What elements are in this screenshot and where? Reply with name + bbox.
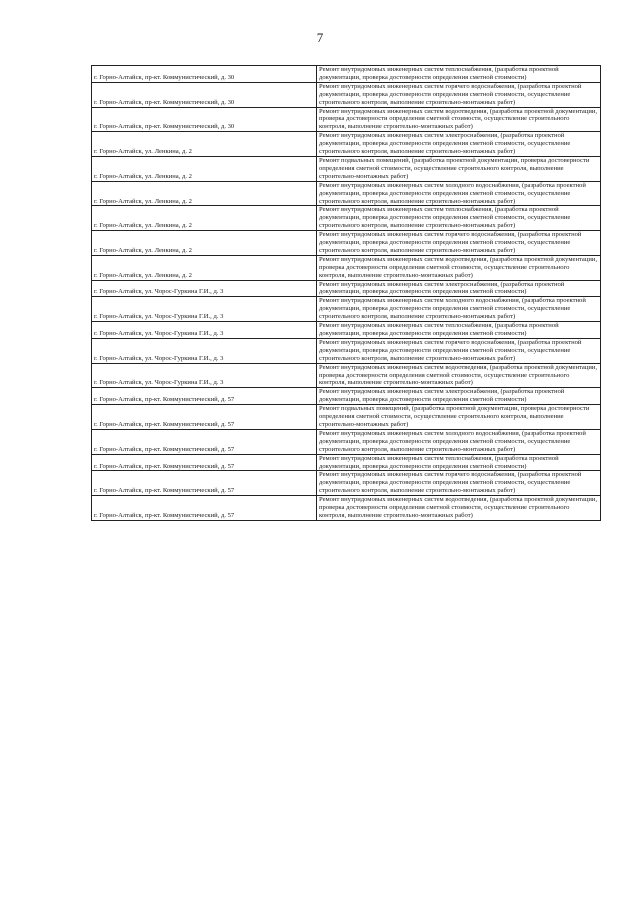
- address-cell: г. Горно-Алтайск, пр-кт. Коммунистический, д. 57: [92, 429, 317, 454]
- table-row: [92, 496, 601, 521]
- table-row: [92, 82, 601, 107]
- table-row: [92, 255, 601, 280]
- work-description-cell: Ремонт внутридомовых инженерных систем электроснабжения, (разработка проектной документации, проверка достоверности определения сметной стоимости, осуществление строительного контроля, выполнение строительно-монтажных работ): [317, 132, 601, 157]
- work-description-cell: Ремонт внутридомовых инженерных систем теплоснабжения, (разработка проектной документации, проверка достоверности определения сметной стоимости): [317, 66, 601, 83]
- address-cell: г. Горно-Алтайск, ул. Ленкина, д. 2: [92, 231, 317, 256]
- works-table: [91, 65, 601, 521]
- address-cell: г. Горно-Алтайск, пр-кт. Коммунистический, д. 57: [92, 388, 317, 405]
- table-row: [92, 181, 601, 206]
- work-description-cell: Ремонт внутридомовых инженерных систем теплоснабжения, (разработка проектной документации, проверка достоверности определения сметной стоимости, осуществление строительного контроля, выполнение строительно-монтажных работ): [317, 206, 601, 231]
- table-row: [92, 454, 601, 471]
- address-cell: г. Горно-Алтайск, пр-кт. Коммунистический, д. 30: [92, 66, 317, 83]
- address-cell: г. Горно-Алтайск, ул. Ленкина, д. 2: [92, 132, 317, 157]
- address-cell: г. Горно-Алтайск, пр-кт. Коммунистический, д. 30: [92, 82, 317, 107]
- work-description-cell: Ремонт внутридомовых инженерных систем горячего водоснабжения, (разработка проектной документации, проверка достоверности определения сметной стоимости, осуществление строительного контроля, выполнение строительно-монтажных работ): [317, 471, 601, 496]
- address-cell: г. Горно-Алтайск, пр-кт. Коммунистический, д. 57: [92, 496, 317, 521]
- address-cell: г. Горно-Алтайск, ул. Ленкина, д. 2: [92, 206, 317, 231]
- table-row: [92, 280, 601, 297]
- table-row: [92, 206, 601, 231]
- work-description-cell: Ремонт внутридомовых инженерных систем электроснабжения, (разработка проектной документации, проверка достоверности определения сметной стоимости): [317, 388, 601, 405]
- work-description-cell: Ремонт внутридомовых инженерных систем электроснабжения, (разработка проектной документации, проверка достоверности определения сметной стоимости): [317, 280, 601, 297]
- table-row: [92, 132, 601, 157]
- table-row: [92, 107, 601, 132]
- address-cell: г. Горно-Алтайск, пр-кт. Коммунистический, д. 57: [92, 454, 317, 471]
- address-cell: г. Горно-Алтайск, ул. Чорос-Гуркина Г.И., д. 3: [92, 363, 317, 388]
- address-cell: г. Горно-Алтайск, ул. Ленкина, д. 2: [92, 181, 317, 206]
- work-description-cell: Ремонт внутридомовых инженерных систем горячего водоснабжения, (разработка проектной документации, проверка достоверности определения сметной стоимости, осуществление строительного контроля, выполнение строительно-монтажных работ): [317, 231, 601, 256]
- table-row: [92, 231, 601, 256]
- table-row: [92, 388, 601, 405]
- work-description-cell: Ремонт внутридомовых инженерных систем теплоснабжения, (разработка проектной документации, проверка достоверности определения сметной стоимости): [317, 322, 601, 339]
- work-description-cell: Ремонт внутридомовых инженерных систем водоотведения, (разработка проектной документации, проверка достоверности определения сметной стоимости, осуществление строительного контроля, выполнение строительно-монтажных работ): [317, 363, 601, 388]
- table-row: [92, 338, 601, 363]
- work-description-cell: Ремонт внутридомовых инженерных систем холодного водоснабжения, (разработка проектной документации, проверка достоверности определения сметной стоимости, осуществление строительного контроля, выполнение строительно-монтажных работ): [317, 429, 601, 454]
- table-row: [92, 322, 601, 339]
- address-cell: г. Горно-Алтайск, ул. Чорос-Гуркина Г.И., д. 3: [92, 280, 317, 297]
- work-description-cell: Ремонт внутридомовых инженерных систем водоотведения, (разработка проектной документации, проверка достоверности определения сметной стоимости, осуществление строительного контроля, выполнение строительно-монтажных работ): [317, 107, 601, 132]
- work-description-cell: Ремонт подвальных помещений, (разработка проектной документации, проверка достоверности определения сметной стоимости, осуществление строительного контроля, выполнение строительно-монтажных работ): [317, 405, 601, 430]
- table-row: [92, 429, 601, 454]
- work-description-cell: Ремонт внутридомовых инженерных систем водоотведения, (разработка проектной документации, проверка достоверности определения сметной стоимости, осуществление строительного контроля, выполнение строительно-монтажных работ): [317, 496, 601, 521]
- work-description-cell: Ремонт внутридомовых инженерных систем холодного водоснабжения, (разработка проектной документации, проверка достоверности определения сметной стоимости, осуществление строительного контроля, выполнение строительно-монтажных работ): [317, 181, 601, 206]
- address-cell: г. Горно-Алтайск, ул. Ленкина, д. 2: [92, 156, 317, 181]
- work-description-cell: Ремонт подвальных помещений, (разработка проектной документации, проверка достоверности определения сметной стоимости, осуществление строительного контроля, выполнение строительно-монтажных работ): [317, 156, 601, 181]
- page-number: 7: [316, 30, 324, 45]
- address-cell: г. Горно-Алтайск, ул. Чорос-Гуркина Г.И., д. 3: [92, 338, 317, 363]
- address-cell: г. Горно-Алтайск, пр-кт. Коммунистический, д. 57: [92, 471, 317, 496]
- table-row: [92, 297, 601, 322]
- table-row: [92, 471, 601, 496]
- work-description-cell: Ремонт внутридомовых инженерных систем холодного водоснабжения, (разработка проектной документации, проверка достоверности определения сметной стоимости, осуществление строительного контроля, выполнение строительно-монтажных работ): [317, 297, 601, 322]
- table-row: [92, 156, 601, 181]
- address-cell: г. Горно-Алтайск, ул. Ленкина, д. 2: [92, 255, 317, 280]
- work-description-cell: Ремонт внутридомовых инженерных систем водоотведения, (разработка проектной документации, проверка достоверности определения сметной стоимости, осуществление строительного контроля, выполнение строительно-монтажных работ): [317, 255, 601, 280]
- address-cell: г. Горно-Алтайск, ул. Чорос-Гуркина Г.И., д. 3: [92, 322, 317, 339]
- address-cell: г. Горно-Алтайск, пр-кт. Коммунистический, д. 30: [92, 107, 317, 132]
- works-table-body: [92, 66, 601, 521]
- address-cell: г. Горно-Алтайск, ул. Чорос-Гуркина Г.И., д. 3: [92, 297, 317, 322]
- table-row: [92, 363, 601, 388]
- table-row: [92, 405, 601, 430]
- address-cell: г. Горно-Алтайск, пр-кт. Коммунистический, д. 57: [92, 405, 317, 430]
- work-description-cell: Ремонт внутридомовых инженерных систем теплоснабжения, (разработка проектной документации, проверка достоверности определения сметной стоимости): [317, 454, 601, 471]
- table-row: [92, 66, 601, 83]
- work-description-cell: Ремонт внутридомовых инженерных систем горячего водоснабжения, (разработка проектной документации, проверка достоверности определения сметной стоимости, осуществление строительного контроля, выполнение строительно-монтажных работ): [317, 338, 601, 363]
- work-description-cell: Ремонт внутридомовых инженерных систем горячего водоснабжения, (разработка проектной документации, проверка достоверности определения сметной стоимости, осуществление строительного контроля, выполнение строительно-монтажных работ): [317, 82, 601, 107]
